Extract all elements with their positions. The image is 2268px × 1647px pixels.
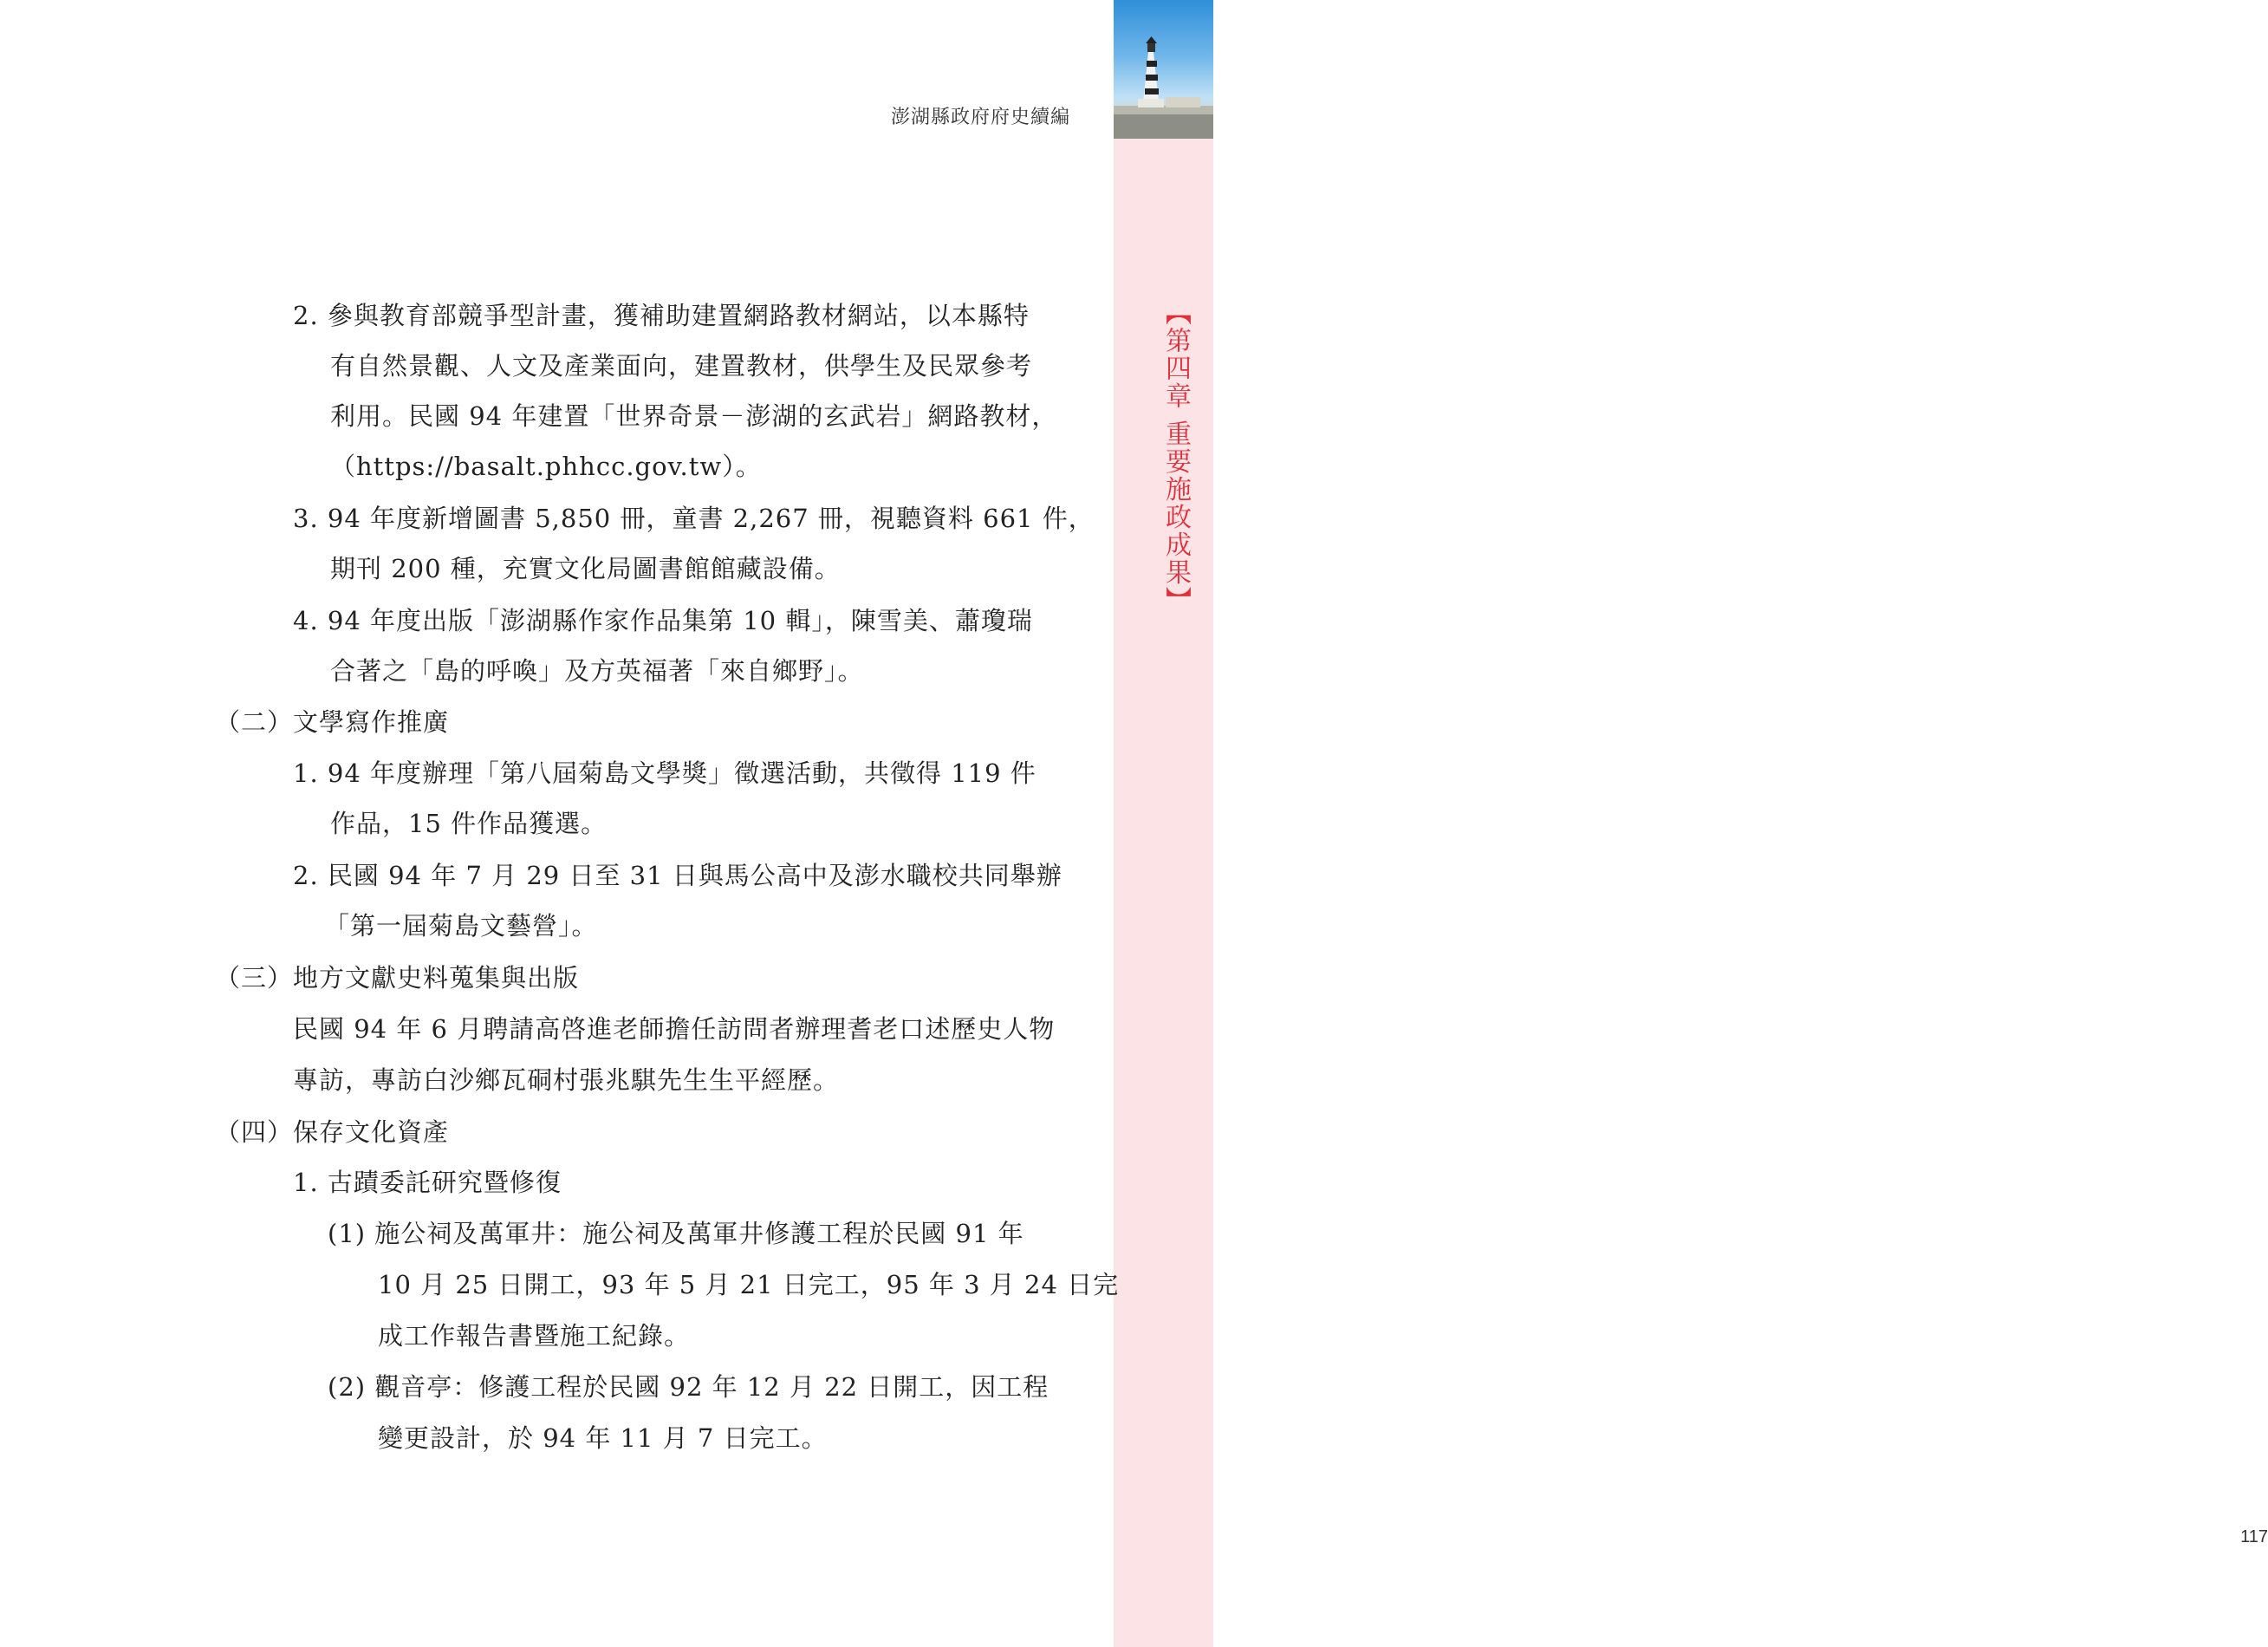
text-line: 民國 94 年 6 月聘請高啓進老師擔任訪問者辦理耆老口述歷史人物 — [293, 1014, 1056, 1044]
text-line: 成工作報告書暨施工紀錄。 — [378, 1321, 691, 1351]
text-line: 變更設計，於 94 年 11 月 7 日完工。 — [378, 1423, 828, 1453]
lighthouse-photo — [1114, 0, 1213, 139]
section-heading: （二）文學寫作推廣 — [215, 707, 450, 737]
document-body — [0, 0, 1120, 1647]
list-item: 2. 參與教育部競爭型計畫，獲補助建置網路教材網站，以本縣特 — [293, 301, 1030, 330]
page-number: 117 — [2240, 1527, 2268, 1546]
text-line: 10 月 25 日開工，93 年 5 月 21 日完工，95 年 3 月 24 日完 — [378, 1270, 1120, 1299]
lighthouse-icon — [1114, 0, 1213, 139]
section-heading: （三）地方文獻史料蒐集與出版 — [215, 963, 580, 993]
list-item: 2. 民國 94 年 7 月 29 日至 31 日與馬公高中及澎水職校共同舉辦 — [293, 861, 1063, 890]
list-item: 4. 94 年度出版「澎湖縣作家作品集第 10 輯」，陳雪美、蕭瓊瑞 — [293, 606, 1033, 635]
side-band — [1114, 0, 2268, 1647]
list-item: 1. 古蹟委託研究暨修復 — [293, 1168, 562, 1197]
text-line: 「第一屆菊島文藝營」。 — [324, 911, 598, 941]
text-line: 期刊 200 種，充實文化局圖書館館藏設備。 — [330, 554, 841, 583]
text-line: 專訪，專訪白沙鄉瓦硐村張兆騏先生生平經歷。 — [293, 1065, 840, 1095]
section-heading: （四）保存文化資產 — [215, 1117, 450, 1147]
list-item: 3. 94 年度新增圖書 5,850 冊，童書 2,267 冊，視聽資料 661 件， — [293, 504, 1095, 533]
list-item: 1. 94 年度辦理「第八屆菊島文學獎」徵選活動，共徵得 119 件 — [293, 758, 1037, 788]
sub-list-item: (1) 施公祠及萬軍井：施公祠及萬軍井修護工程於民國 91 年 — [328, 1219, 1024, 1248]
text-line: （https://basalt.phhcc.gov.tw）。 — [330, 452, 762, 481]
chapter-tab: 【第四章 重要施政成果】 — [1160, 299, 1191, 615]
text-line: 作品，15 件作品獲選。 — [330, 809, 608, 838]
text-line: 合著之「島的呼喚」及方英福著「來自鄉野」。 — [330, 656, 864, 686]
text-line: 有自然景觀、人文及產業面向，建置教材，供學生及民眾參考 — [330, 351, 1033, 381]
text-line: 利用。民國 94 年建置「世界奇景－澎湖的玄武岩」網路教材， — [330, 401, 1058, 431]
running-header: 澎湖縣政府府史續編 — [890, 107, 1070, 128]
sub-list-item: (2) 觀音亭：修護工程於民國 92 年 12 月 22 日開工，因工程 — [328, 1372, 1050, 1402]
